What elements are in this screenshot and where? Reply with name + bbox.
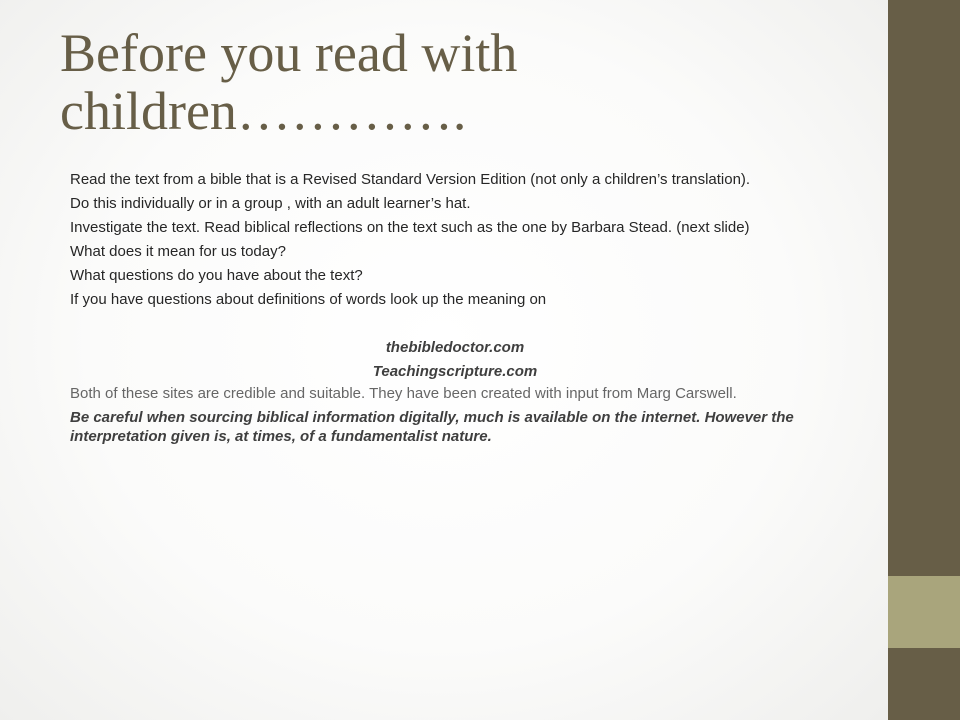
sidebar-band-bottom: [888, 648, 960, 720]
body-paragraph-investigate: Investigate the text. Read biblical reflections on the text such as the one by Barbara Stead. (next slide): [70, 219, 750, 236]
body-paragraph-definitions: If you have questions about definitions of words look up the meaning on: [70, 291, 547, 308]
digital-sources-warning: Be careful when sourcing biblical information digitally, much is available on the internet. However the interpretation given is, at times, of a fundamentalist nature.: [70, 409, 794, 445]
decorative-sidebar: [888, 0, 960, 720]
slide-body: [70, 170, 840, 451]
sidebar-band-middle: [888, 576, 960, 648]
body-paragraph-group: Do this individually or in a group , with an adult learner’s hat.: [70, 195, 471, 212]
sidebar-band-top: [888, 0, 960, 576]
body-paragraph-bible-version: Read the text from a bible that is a Revised Standard Version Edition (not only a children’s translation).: [70, 171, 751, 188]
body-paragraph-questions: What questions do you have about the text?: [70, 267, 363, 284]
website-links: [70, 336, 840, 384]
sites-note: Both of these sites are credible and suitable. They have been created with input from Marg Carswell.: [70, 385, 737, 402]
link-thebibledoctor: thebibledoctor.com: [385, 339, 525, 356]
slide-title: Before you read with children………….: [60, 23, 518, 141]
link-teachingscripture: Teachingscripture.com: [372, 363, 538, 380]
body-paragraph-meaning-today: What does it mean for us today?: [70, 243, 286, 260]
